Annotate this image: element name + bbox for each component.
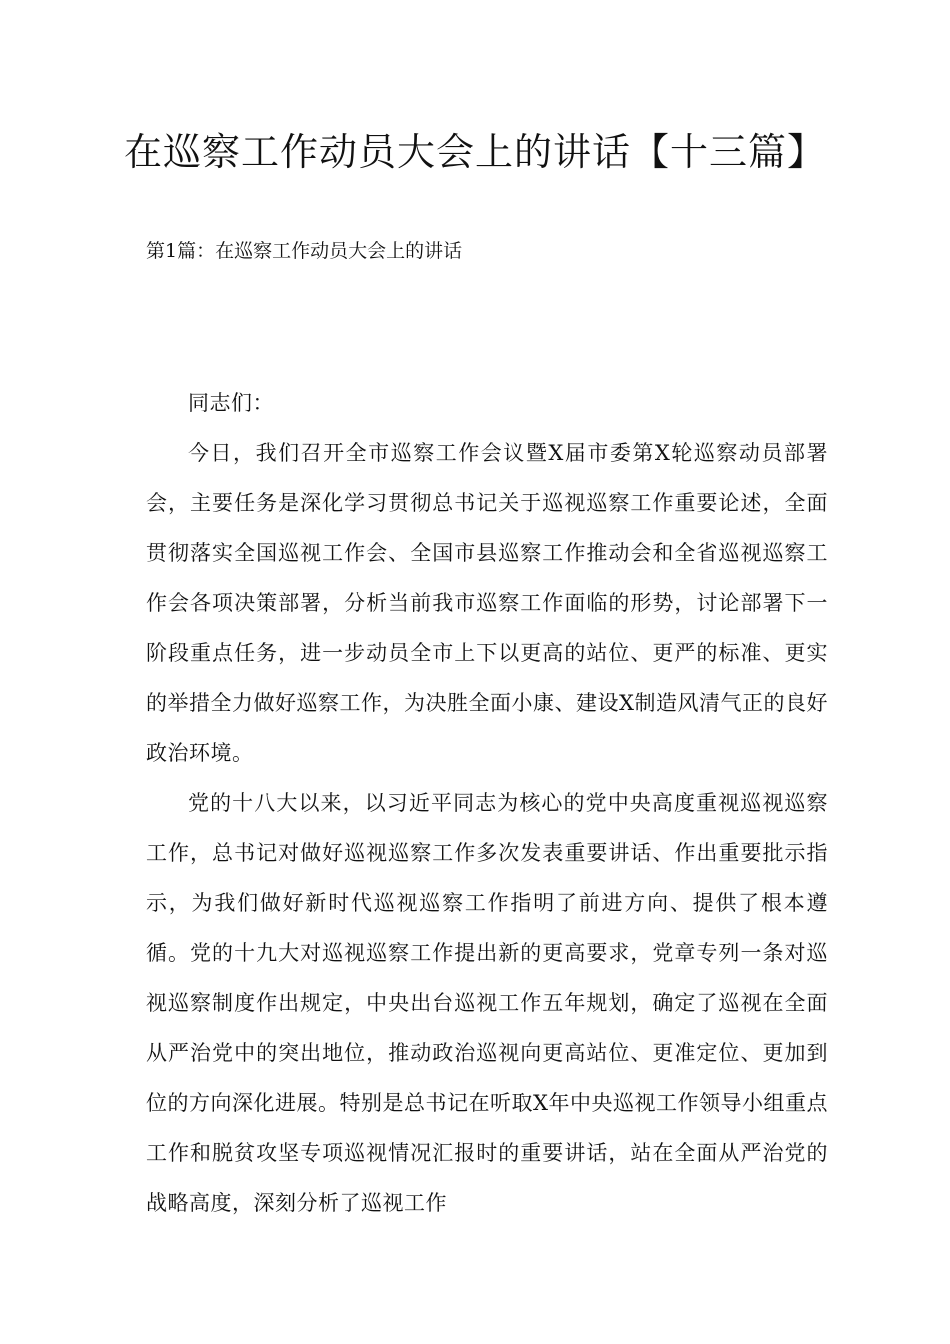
- paragraph: 党的十八大以来，以习近平同志为核心的党中央高度重视巡视巡察工作，总书记对做好巡视巡察工作多次发表重要讲话、作出重要批示指示，为我们做好新时代巡视巡察工作指明了前进方向、提供了根本遵循。党的十九大对巡视巡察工作提出新的更高要求，党章专列一条对巡视巡察制度作出规定，中央出台巡视工作五年规划，确定了巡视在全面从严治党中的突出地位，推动政治巡视向更高站位、更准定位、更加到位的方向深化进展。特别是总书记在听取X年中央巡视工作领导小组重点工作和脱贫攻坚专项巡视情况汇报时的重要讲话，站在全面从严治党的战略高度，深刻分析了巡视工作: [146, 791, 828, 1215]
- document-body: [146, 378, 828, 1228]
- salutation: 同志们：: [188, 391, 274, 415]
- paragraph: 今日，我们召开全市巡察工作会议暨X届市委第X轮巡察动员部署会，主要任务是深化学习贯彻总书记关于巡视巡察工作重要论述，全面贯彻落实全国巡视工作会、全国市县巡察工作推动会和全省巡视巡察工作会各项决策部署，分析当前我市巡察工作面临的形势，讨论部署下一阶段重点任务，进一步动员全市上下以更高的站位、更严的标准、更实的举措全力做好巡察工作，为决胜全面小康、建设X制造风清气正的良好政治环境。: [146, 441, 828, 765]
- document-title: 在巡察工作动员大会上的讲话【十三篇】: [123, 130, 826, 174]
- document-subtitle: 第1篇：在巡察工作动员大会上的讲话: [146, 240, 463, 262]
